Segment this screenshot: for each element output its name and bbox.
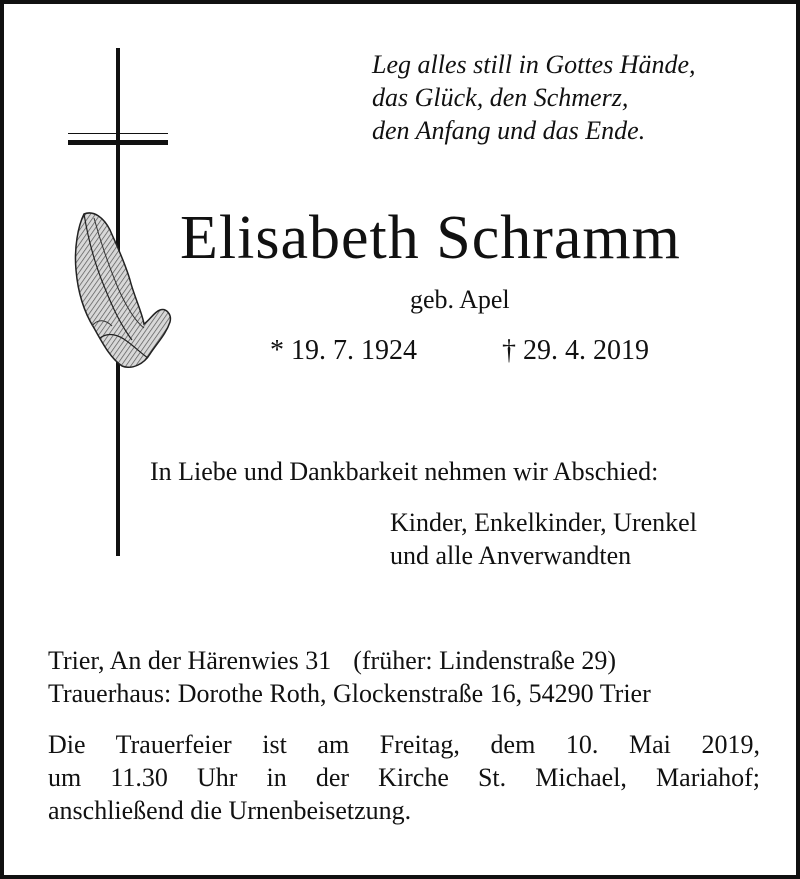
address-block [48, 644, 764, 710]
service-line: anschließend die Urnenbeisetzung. [48, 796, 412, 825]
verse [372, 48, 752, 147]
praying-hands-icon [70, 208, 174, 370]
verse-line: den Anfang und das Ende. [372, 116, 646, 145]
verse-line: das Glück, den Schmerz, [372, 83, 629, 112]
service-line: um 11.30 Uhr in der Kirche St. Michael, Mariahof; [48, 763, 760, 792]
mourners-line: Kinder, Enkelkinder, Urenkel [390, 508, 697, 537]
birth-date: * 19. 7. 1924 [270, 335, 417, 366]
former-address: (früher: Lindenstraße 29) [353, 646, 617, 675]
mourning-house: Trauerhaus: Dorothe Roth, Glockenstraße 16, 54290 Trier [48, 679, 651, 708]
deceased-name: Elisabeth Schramm [180, 204, 681, 272]
death-date: † 29. 4. 2019 [502, 335, 649, 366]
mourners [390, 506, 697, 572]
current-address: Trier, An der Härenwies 31 [48, 646, 332, 675]
farewell-text: In Liebe und Dankbarkeit nehmen wir Abschied: [150, 457, 659, 486]
service-info [48, 728, 760, 827]
service-line: Die Trauerfeier ist am Freitag, dem 10. Mai 2019, [48, 730, 760, 759]
cross-top-line [68, 133, 168, 134]
cross-horizontal-bar [68, 140, 168, 145]
maiden-name: geb. Apel [410, 285, 510, 314]
verse-line: Leg alles still in Gottes Hände, [372, 50, 696, 79]
mourners-line: und alle Anverwandten [390, 541, 632, 570]
